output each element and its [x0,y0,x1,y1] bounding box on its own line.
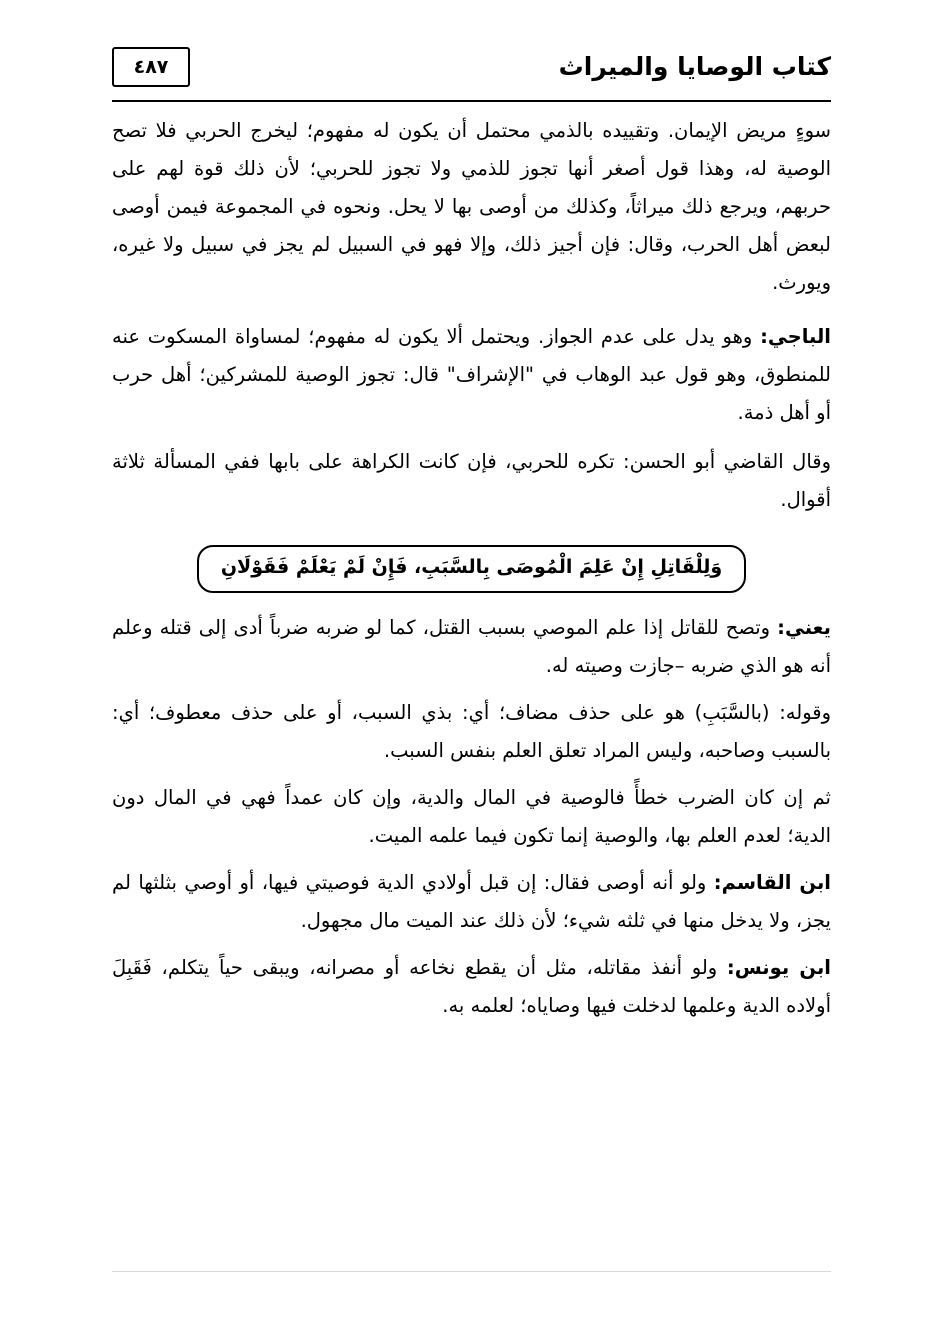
paragraph-lead: ابن القاسم: [713,870,831,894]
paragraph [112,779,831,855]
paragraph-text: وتصح للقاتل إذا علم الموصي بسبب القتل، كما لو ضربه ضرباً أدى إلى قتله وعلم أنه هو الذي ضربه –جازت وصيته له. [112,615,831,677]
paragraph [112,112,831,302]
paragraph-text: وقال القاضي أبو الحسن: تكره للحربي، فإن كانت الكراهة على بابها ففي المسألة ثلاثة أقوال. [112,450,831,512]
matn-text: وَلِلْقَاتِلِ إِنْ عَلِمَ الْمُوصَى بِالسَّبَبِ، فَإِنْ لَمْ يَعْلَمْ فَقَوْلَانِ [197,545,746,592]
paragraph-lead: الباجي: [760,325,831,349]
book-title: كتاب الوصايا والميراث [558,52,831,81]
paragraph [112,694,831,770]
page-number: ٤٨٧ [133,56,169,78]
paragraph-text: سوءٍ مريض الإيمان. وتقييده بالذمي محتمل أن يكون له مفهوم؛ ليخرج الحربي فلا تصح الوصية له، وهذا قول أصغر أنها تجوز للذمي ولا تجوز للحربي؛ لأن ذلك قوة لهم على حربهم، ويرجع ذلك ميراثاً، وكذلك من أوصى بها لا يحل. ونحوه في المجموعة فيمن أوصى لبعض أهل الحرب، وقال: فإن أجيز ذلك، وإلا فهو في السبيل لم يجز في سبيل ولا غيره، ويورث. [112,119,831,295]
paragraph-lead: ابن يونس: [726,955,831,979]
paragraph-text: وهو يدل على عدم الجواز. ويحتمل ألا يكون له مفهوم؛ لمساواة المسكوت عنه للمنطوق، وهو قول عبد الوهاب في "الإشراف" قال: تجوز الوصية للمشركين؛ أهل حرب أو أهل ذمة. [112,325,831,425]
paragraph [112,609,831,685]
paragraph [112,864,831,940]
paragraph [112,443,831,519]
paragraph [112,318,831,432]
matn-block [112,545,831,592]
paragraph-text: ثم إن كان الضرب خطأً فالوصية في المال والدية، وإن كان عمداً فهي في المال دون الدية؛ لعدم العلم بها، والوصية إنما تكون فيما علمه الميت. [112,785,831,847]
page-number-badge [112,47,190,87]
header-divider [112,100,831,102]
paragraph-text: ولو أنفذ مقاتله، مثل أن يقطع نخاعه أو مصرانه، ويبقى حياً يتكلم، فَقَبِلَ أولاده الدية وعلمها لدخلت فيها وصاياه؛ لعلمه به. [112,955,831,1017]
footer-divider [112,1271,831,1272]
page-header [112,44,831,90]
page-content [112,112,831,1034]
paragraph-text: وقوله: (بالسَّبَبِ) هو على حذف مضاف؛ أي: بذي السبب، أو على حذف معطوف؛ أي: بالسبب وصاحبه، وليس المراد تعلق العلم بنفس السبب. [112,700,831,762]
paragraph [112,949,831,1025]
paragraph-text: ولو أنه أوصى فقال: إن قبل أولادي الدية فوصيتي فيها، أو أوصي بثلثها لم يجز، ولا يدخل منها في ثلثه شيء؛ لأن ذلك عند الميت مال مجهول. [112,870,831,932]
paragraph-lead: يعني: [777,615,831,639]
